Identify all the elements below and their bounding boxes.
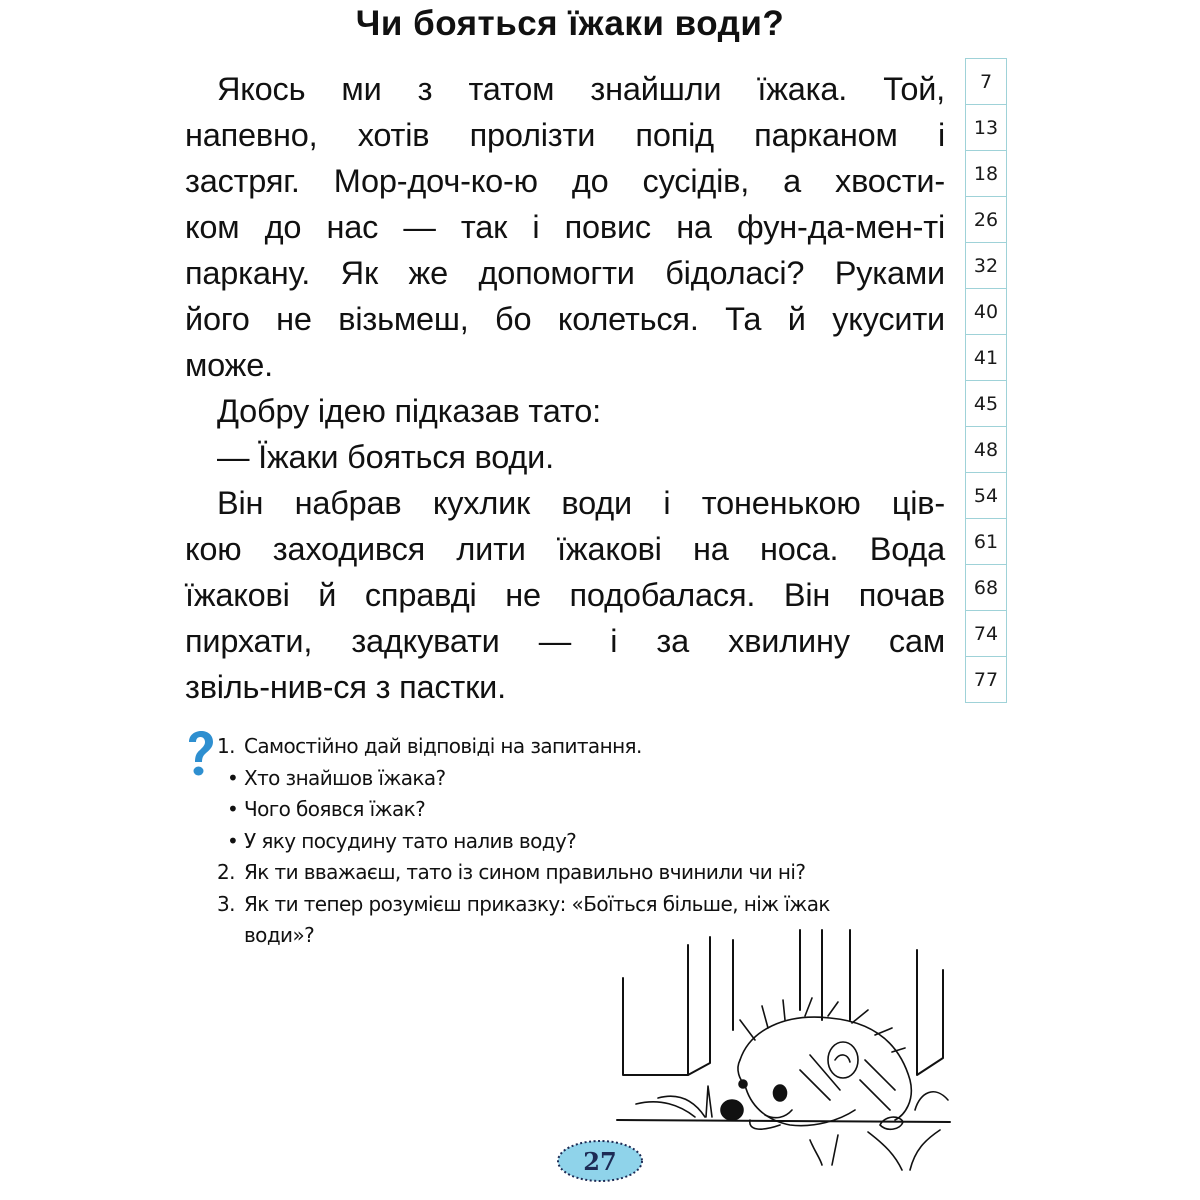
bullet-icon: • — [227, 797, 239, 821]
story-line: паркану. Як же допомогти бідоласі? Руками — [185, 255, 945, 291]
word-count-cell: 13 — [966, 105, 1006, 151]
question-text: Як ти тепер розумієш приказку: «Боїться більше, ніж їжак — [244, 891, 830, 916]
story-text — [185, 66, 945, 710]
story-line: Добру ідею підказав тато: — [217, 393, 601, 429]
grass — [636, 1086, 948, 1170]
word-count-cell: 74 — [966, 611, 1006, 657]
story-line: — Їжаки бояться води. — [217, 439, 554, 475]
word-count-cell: 48 — [966, 427, 1006, 473]
story-line: звіль-нив-ся з пастки. — [185, 669, 506, 705]
word-count-column — [965, 58, 1007, 703]
question-number: 1. — [217, 734, 235, 758]
word-count-cell: 45 — [966, 381, 1006, 427]
page-number: 27 — [583, 1147, 617, 1176]
page-number-badge — [555, 1138, 645, 1184]
word-count-cell: 18 — [966, 151, 1006, 197]
hedgehog — [721, 998, 911, 1129]
word-count-cell: 54 — [966, 473, 1006, 519]
story-line: Якось ми з татом знайшли їжака. Той, — [217, 71, 945, 107]
story-line: застряг. Мор-доч-ко-ю до сусідів, а хвости- — [185, 163, 945, 199]
word-count-cell: 32 — [966, 243, 1006, 289]
story-line: ком до нас — так і повис на фун-да-мен-ті — [185, 209, 945, 245]
word-count-cell: 40 — [966, 289, 1006, 335]
questions-section — [217, 731, 937, 952]
question-text: Як ти вважаєш, тато із сином правильно вчинили чи ні? — [244, 860, 806, 884]
word-count-cell: 41 — [966, 335, 1006, 381]
bullet-text: У яку посудину тато налив воду? — [244, 828, 577, 853]
question-bullet — [217, 794, 937, 826]
bullet-icon: • — [227, 828, 239, 853]
word-count-cell: 26 — [966, 197, 1006, 243]
question-number: 3. — [217, 891, 235, 916]
word-count-cell: 61 — [966, 519, 1006, 565]
story-line: Він набрав кухлик води і тоненькою ців- — [217, 485, 945, 521]
story-line: його не візьмеш, бо колеться. Та й укусити — [185, 301, 945, 337]
question-3-continuation: води»? — [244, 923, 315, 947]
story-line: напевно, хотів пролізти попід парканом і — [185, 117, 945, 153]
word-count-cell: 7 — [966, 59, 1006, 105]
hedgehog-illustration — [600, 920, 980, 1190]
question-text: Самостійно дай відповіді на запитання. — [244, 734, 642, 758]
story-line: їжакові й справді не подобалася. Він почав — [185, 577, 945, 613]
word-count-cell: 77 — [966, 657, 1006, 703]
story-line: може. — [185, 347, 273, 383]
question-3 — [217, 889, 937, 921]
bullet-text: Чого боявся їжак? — [244, 797, 426, 821]
question-mark-icon — [186, 731, 214, 779]
question-2 — [217, 857, 937, 889]
story-line: пирхати, задкувати — і за хвилину сам — [185, 623, 945, 659]
ground-line — [617, 1120, 950, 1122]
question-number: 2. — [217, 860, 235, 884]
question-bullet — [217, 763, 937, 795]
page-title: Чи бояться їжаки води? — [355, 4, 785, 43]
story-line: кою заходився лити їжакові на носа. Вода — [185, 531, 945, 567]
question-bullet — [217, 826, 937, 858]
bullet-icon: • — [227, 765, 239, 790]
word-count-cell: 68 — [966, 565, 1006, 611]
bullet-text: Хто знайшов їжака? — [244, 765, 446, 790]
question-1 — [217, 731, 937, 763]
